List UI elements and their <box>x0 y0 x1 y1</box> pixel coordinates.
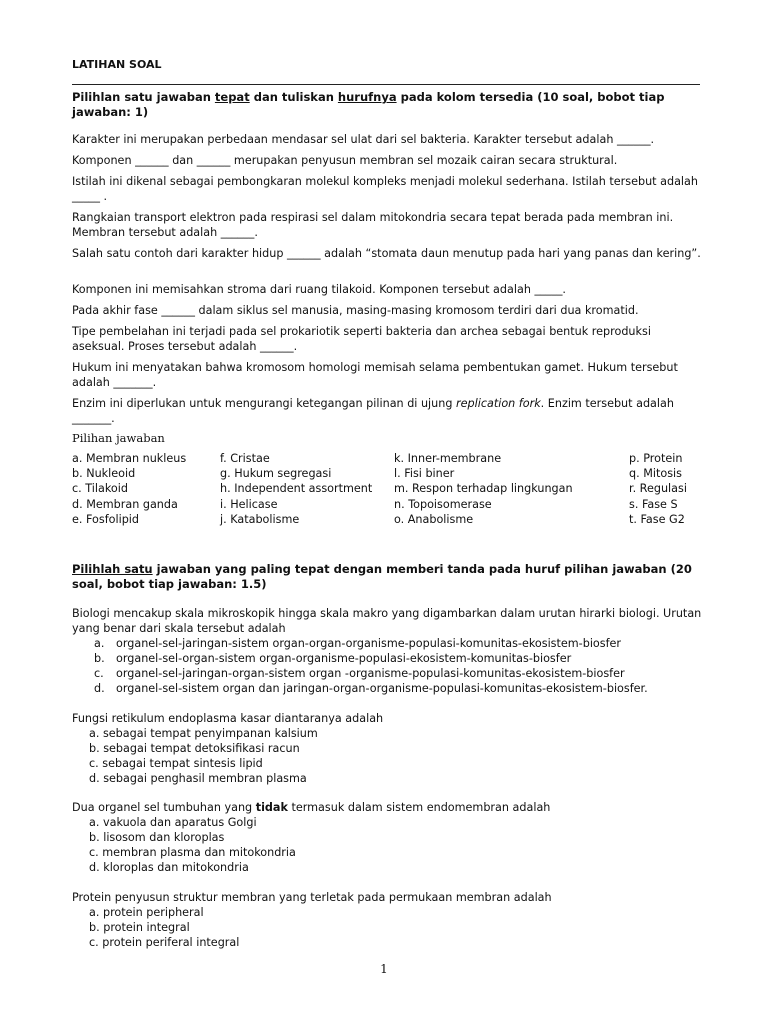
instruction-text: Pilihlan satu jawaban <box>72 90 215 104</box>
mc-question-1-options <box>94 636 648 696</box>
question-10 <box>72 396 704 426</box>
option-b[interactable]: b. lisosom dan kloroplas <box>89 831 225 844</box>
option-b[interactable]: b. organel-sel-organ-sistem organ-organisme-populasi-ekosistem-komunitas-biosfer <box>94 652 572 665</box>
choice-item: a. Membran nukleus <box>72 452 187 465</box>
choice-item: m. Respon terhadap lingkungan <box>394 482 573 496</box>
choices-column-3 <box>394 451 573 527</box>
instruction-text: jawaban yang paling tepat dengan memberi tanda pada huruf pilihan jawaban (20 soal, bobot tiap jawaban: 1.5) <box>72 562 692 591</box>
question-6: Komponen ini memisahkan stroma dari ruang tilakoid. Komponen tersebut adalah _____. <box>72 283 566 296</box>
choice-item: g. Hukum segregasi <box>220 467 332 481</box>
instruction-underlined: tepat <box>214 90 250 104</box>
choice-item: l. Fisi biner <box>394 467 455 481</box>
question-text: Enzim ini diperlukan untuk mengurangi ketegangan pilinan di ujung <box>72 397 457 410</box>
instruction-text: pada kolom tersedia (10 soal, bobot tiap jawaban: 1) <box>72 90 665 119</box>
question-7: Pada akhir fase ______ dalam siklus sel manusia, masing-masing kromosom terdiri dari dua kromatid. <box>72 304 639 317</box>
instruction-underlined: hurufnya <box>337 90 397 104</box>
choice-item: r. Regulasi <box>629 482 687 496</box>
option-a[interactable]: a. protein peripheral <box>89 906 204 919</box>
option-c[interactable]: c. protein periferal integral <box>89 936 240 949</box>
mc-question-3 <box>72 800 712 815</box>
option-a[interactable]: a. vakuola dan aparatus Golgi <box>89 816 257 829</box>
choices-column-4 <box>629 451 687 527</box>
option-d[interactable]: d. organel-sel-sistem organ dan jaringan-organ-organisme-populasi-komunitas-ekosistem-biosfer. <box>94 682 648 695</box>
choice-item: p. Protein <box>629 452 683 465</box>
choice-item: e. Fosfolipid <box>72 512 140 526</box>
instruction-underlined: Pilihlah satu <box>72 562 153 576</box>
mc-question-1: Biologi mencakup skala mikroskopik hingga skala makro yang digambarkan dalam urutan hirarki biologi. Urutan yang benar dari skala tersebut adalah <box>72 607 702 635</box>
option-d[interactable]: d. sebagai penghasil membran plasma <box>89 772 307 785</box>
choices-column-1 <box>72 451 186 527</box>
option-c[interactable]: c. organel-sel-jaringan-organ-sistem organ -organisme-populasi-komunitas-ekosistem-biosfer <box>94 667 625 680</box>
question-italic-term: replication fork <box>456 397 541 410</box>
page-title: LATIHAN SOAL <box>72 58 162 71</box>
question-text: . Enzim tersebut adalah _______. <box>72 397 674 425</box>
mc-question-4-options <box>89 905 239 950</box>
option-a[interactable]: a. organel-sel-jaringan-sistem organ-organ-organisme-populasi-komunitas-ekosistem-biosfer <box>94 637 622 650</box>
question-3: Istilah ini dikenal sebagai pembongkaran molekul kompleks menjadi molekul sederhana. Istilah tersebut adalah _____ . <box>72 175 698 203</box>
choice-item: i. Helicase <box>220 497 278 511</box>
question-9: Hukum ini menyatakan bahwa kromosom homologi memisah selama pembentukan gamet. Hukum tersebut adalah _______. <box>72 361 678 389</box>
choice-item: t. Fase G2 <box>629 512 685 526</box>
question-2: Komponen ______ dan ______ merupakan penyusun membran sel mozaik cairan secara struktural. <box>72 154 618 167</box>
choice-item: s. Fase S <box>629 497 678 511</box>
choices-column-2 <box>220 451 372 527</box>
option-c[interactable]: c. membran plasma dan mitokondria <box>89 846 296 859</box>
choice-item: q. Mitosis <box>629 467 682 481</box>
question-4: Rangkaian transport elektron pada respirasi sel dalam mitokondria secara tepat berada pada membran ini. Membran tersebut adalah ______. <box>72 211 674 239</box>
mc-question-2-options <box>89 726 318 786</box>
choice-item: j. Katabolisme <box>220 512 300 526</box>
choice-item: k. Inner-membrane <box>394 452 502 465</box>
question-8: Tipe pembelahan ini terjadi pada sel prokariotik seperti bakteria dan archea sebagai bentuk reproduksi aseksual. Proses tersebut adalah ______. <box>72 325 651 353</box>
section1-instruction <box>72 90 704 120</box>
option-b[interactable]: b. protein integral <box>89 921 190 934</box>
page-number: 1 <box>380 962 388 976</box>
choices-label: Pilihan jawaban <box>72 431 165 445</box>
option-b[interactable]: b. sebagai tempat detoksifikasi racun <box>89 742 300 755</box>
divider <box>72 84 700 85</box>
question-1: Karakter ini merupakan perbedaan mendasar sel ulat dari sel bakteria. Karakter tersebut adalah ______. <box>72 133 655 146</box>
option-a[interactable]: a. sebagai tempat penyimpanan kalsium <box>89 727 318 740</box>
choice-item: b. Nukleoid <box>72 467 136 481</box>
choice-item: f. Cristae <box>220 452 270 465</box>
mc-question-4: Protein penyusun struktur membran yang terletak pada permukaan membran adalah <box>72 891 552 904</box>
question-text: termasuk dalam sistem endomembran adalah <box>287 801 551 814</box>
choice-item: d. Membran ganda <box>72 497 178 511</box>
choice-item: h. Independent assortment <box>220 482 373 496</box>
question-text: Dua organel sel tumbuhan yang <box>72 801 256 814</box>
choice-item: c. Tilakoid <box>72 482 128 496</box>
choice-item: n. Topoisomerase <box>394 497 492 511</box>
mc-question-2: Fungsi retikulum endoplasma kasar diantaranya adalah <box>72 712 384 725</box>
section2-instruction <box>72 562 704 592</box>
question-bold: tidak <box>255 801 288 814</box>
option-d[interactable]: d. kloroplas dan mitokondria <box>89 861 249 874</box>
mc-question-3-options <box>89 815 296 875</box>
choice-item: o. Anabolisme <box>394 512 474 526</box>
option-c[interactable]: c. sebagai tempat sintesis lipid <box>89 757 263 770</box>
instruction-text: dan tuliskan <box>249 90 338 104</box>
question-5: Salah satu contoh dari karakter hidup ______ adalah “stomata daun menutup pada hari yang panas dan kering”. <box>72 247 701 260</box>
